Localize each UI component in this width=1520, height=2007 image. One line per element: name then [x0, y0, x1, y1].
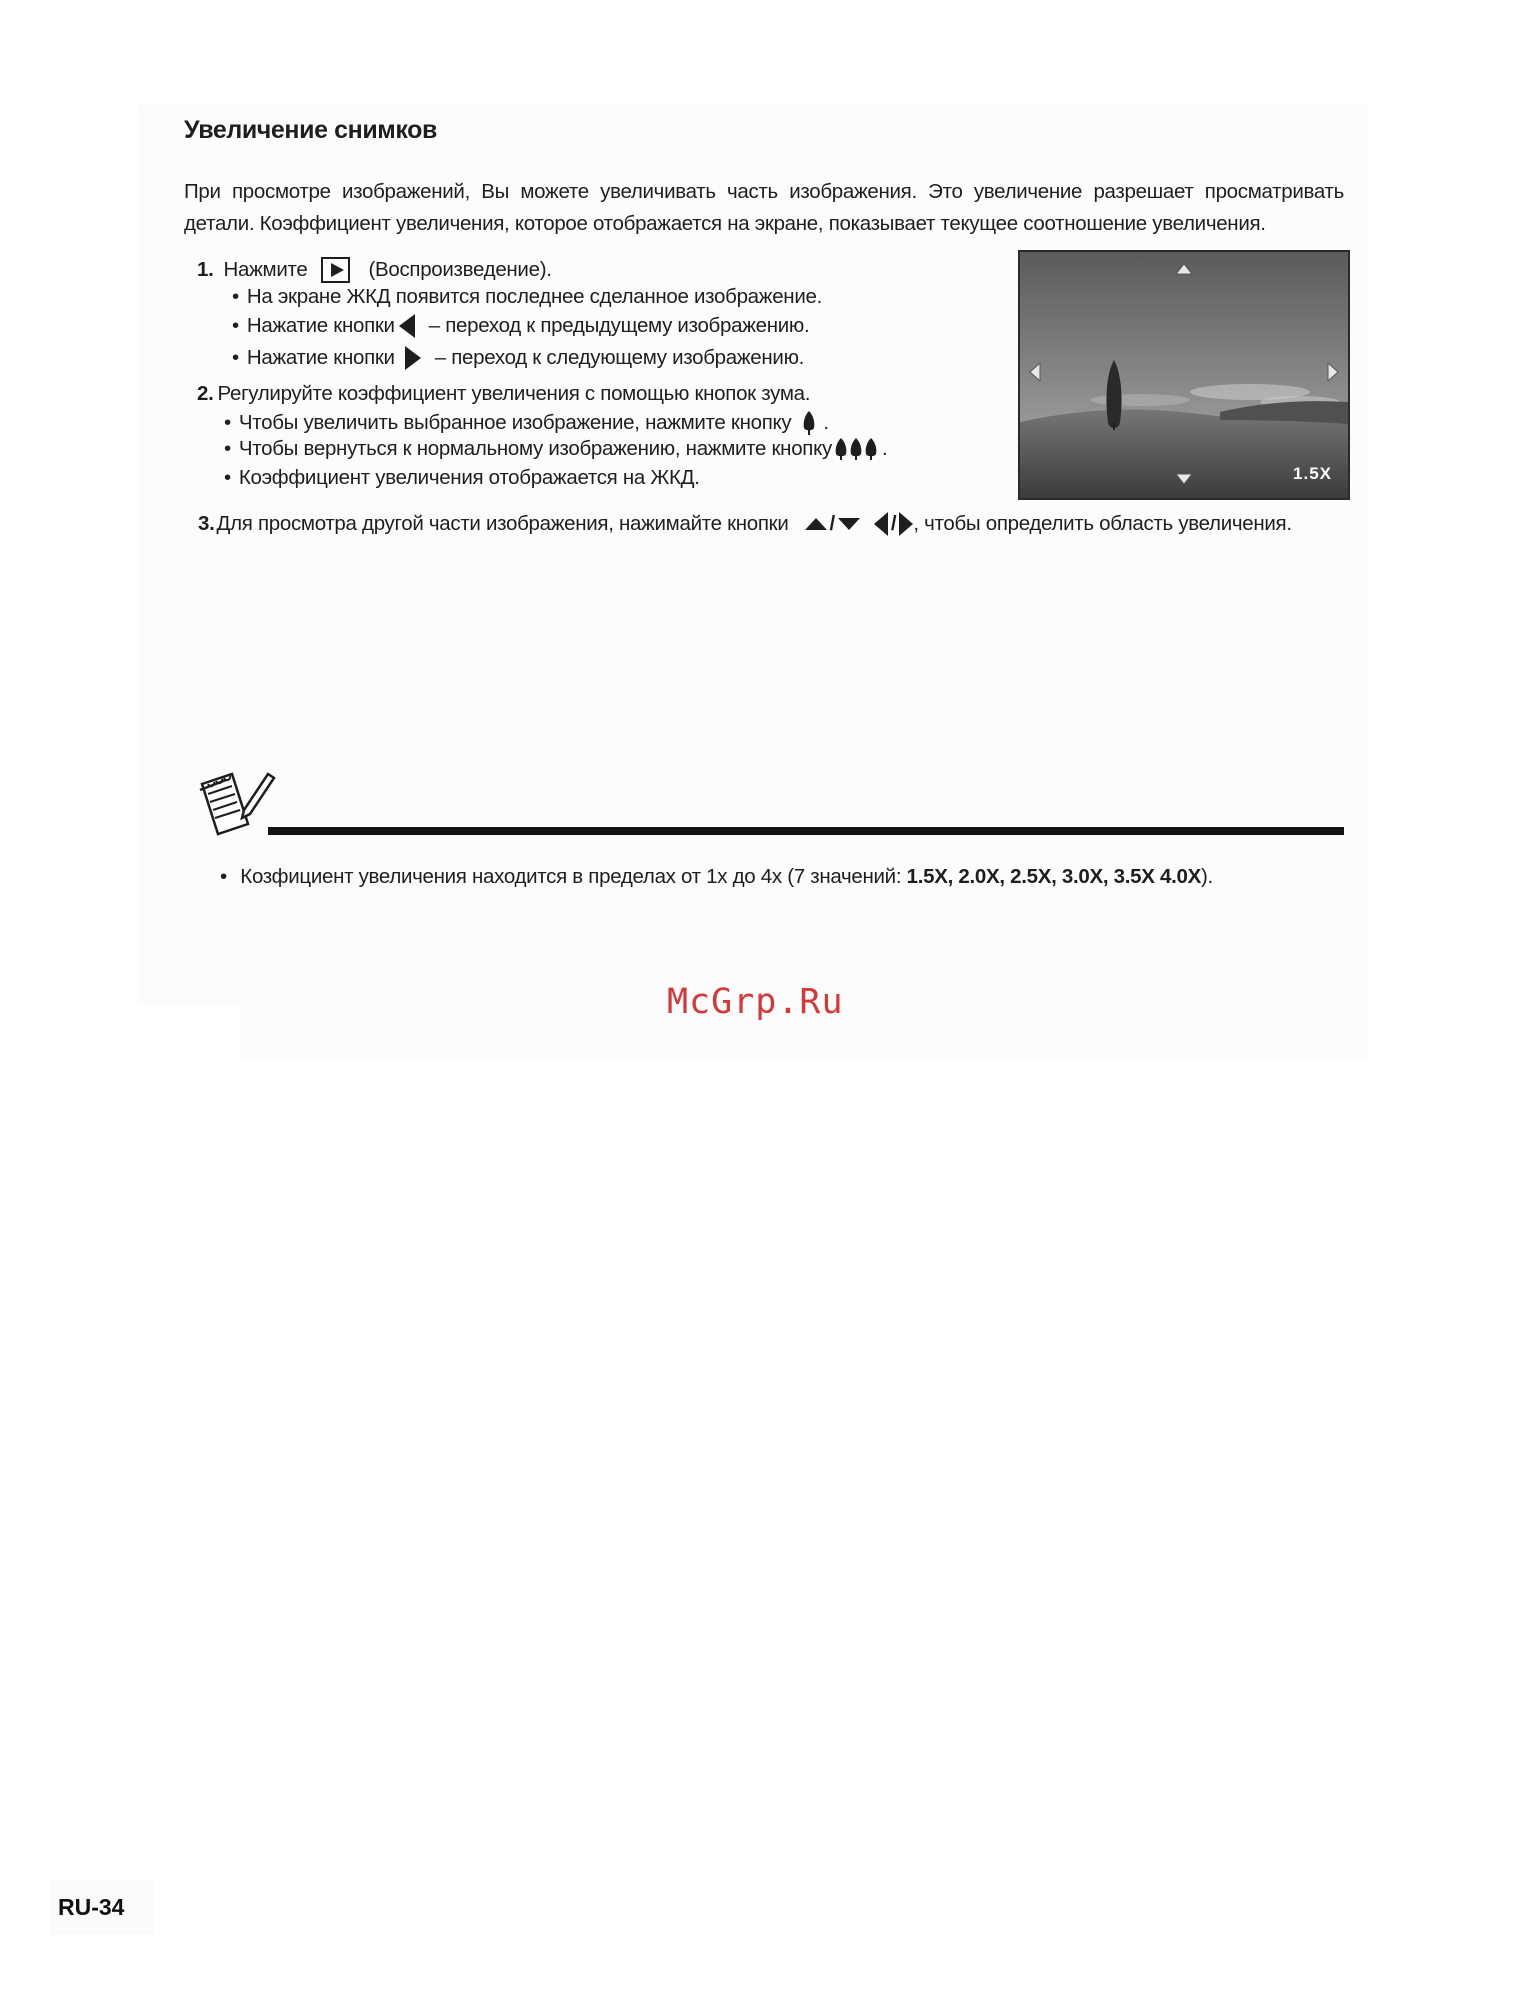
- page-title: Увеличение снимков: [184, 116, 438, 144]
- intro-paragraph: При просмотре изображений, Вы можете увеличивать часть изображения. Это увеличение разрешает просматривать детали. Коэффициент увеличения, которое отображается на экране, показывает текущее соотношение увеличения.: [184, 180, 1344, 235]
- step-2-bullet-1-pre: Чтобы увеличить выбранное изображение, нажмите кнопку: [238, 411, 792, 434]
- bullet: •: [224, 437, 231, 460]
- note-text-pre: Козфициент увеличения находится в пределах от 1х до 4х (7 значений:: [240, 865, 902, 888]
- step-2-bullet-3: [224, 466, 700, 490]
- step-3-pre: Для просмотра другой части изображения, нажимайте кнопки: [216, 512, 789, 535]
- down-arrow-icon: [838, 518, 860, 530]
- step-1-bullet-3-pre: Нажатие кнопки: [246, 346, 395, 369]
- step-2-bullet-1: [224, 410, 829, 436]
- step-2-bullet-2: [224, 437, 887, 461]
- step-1-bullet-3-post: – переход к следующему изображению.: [434, 346, 805, 369]
- zoom-level-label: 1.5X: [1293, 464, 1332, 483]
- left-arrow-icon: [399, 314, 415, 338]
- page-number: RU-34: [58, 1894, 125, 1920]
- right-arrow-icon: [405, 346, 421, 370]
- right-arrow-icon: [899, 512, 913, 536]
- step-3-number: 3.: [198, 512, 215, 535]
- step-2-bullet-2-post: .: [881, 437, 888, 460]
- step-2-text: Регулируйте коэффициент увеличения с помощью кнопок зума.: [217, 382, 811, 405]
- bullet: •: [232, 285, 239, 308]
- zoom-in-tree-icon: [801, 410, 817, 436]
- step-1-number: 1.: [197, 258, 214, 281]
- zoom-values: 1.5X, 2.0X, 2.5X, 3.0X, 3.5X 4.0X: [906, 865, 1202, 888]
- note-pad-icon: [196, 770, 276, 840]
- step-2-bullet-3-text: Коэффициент увеличения отображается на ЖКД.: [238, 466, 700, 489]
- step-3-post: , чтобы определить область увеличения.: [913, 512, 1292, 535]
- step-1-post: (Воспроизведение).: [368, 258, 552, 281]
- step-1-bullet-1: [232, 285, 822, 309]
- note-text-post: ).: [1201, 865, 1213, 888]
- step-1: [197, 257, 552, 283]
- step-1-pre: Нажмите: [223, 258, 308, 281]
- step-2: [197, 382, 810, 406]
- step-1-bullet-2-post: – переход к предыдущему изображению.: [428, 314, 810, 337]
- lcd-preview-image: [1018, 250, 1350, 500]
- up-arrow-icon: [805, 518, 827, 530]
- watermark: McGrp.Ru: [667, 982, 844, 1022]
- bullet: •: [224, 411, 231, 434]
- step-1-bullet-3: [232, 346, 804, 370]
- bullet: •: [220, 865, 227, 888]
- step-3: 3. Для просмотра другой части изображения, нажимайте кнопки / / , чтобы определить область увеличения.: [198, 512, 1292, 535]
- step-1-bullet-1-text: На экране ЖКД появится последнее сделанное изображение.: [246, 285, 822, 308]
- step-2-bullet-1-post: .: [823, 411, 829, 434]
- landscape-photo: [1020, 252, 1348, 498]
- step-2-number: 2.: [197, 382, 214, 405]
- note-divider: [268, 827, 1344, 835]
- bullet: •: [232, 346, 239, 369]
- zoom-out-trees-icon: [834, 437, 880, 461]
- left-arrow-icon: [874, 512, 888, 536]
- bullet: •: [224, 466, 231, 489]
- bullet: •: [232, 314, 239, 337]
- step-1-bullet-2-pre: Нажатие кнопки: [246, 314, 395, 337]
- step-1-bullet-2: [232, 314, 809, 338]
- step-2-bullet-2-pre: Чтобы вернуться к нормальному изображению, нажмите кнопку: [238, 437, 832, 460]
- note-text: [220, 865, 1213, 889]
- play-icon: [321, 257, 350, 283]
